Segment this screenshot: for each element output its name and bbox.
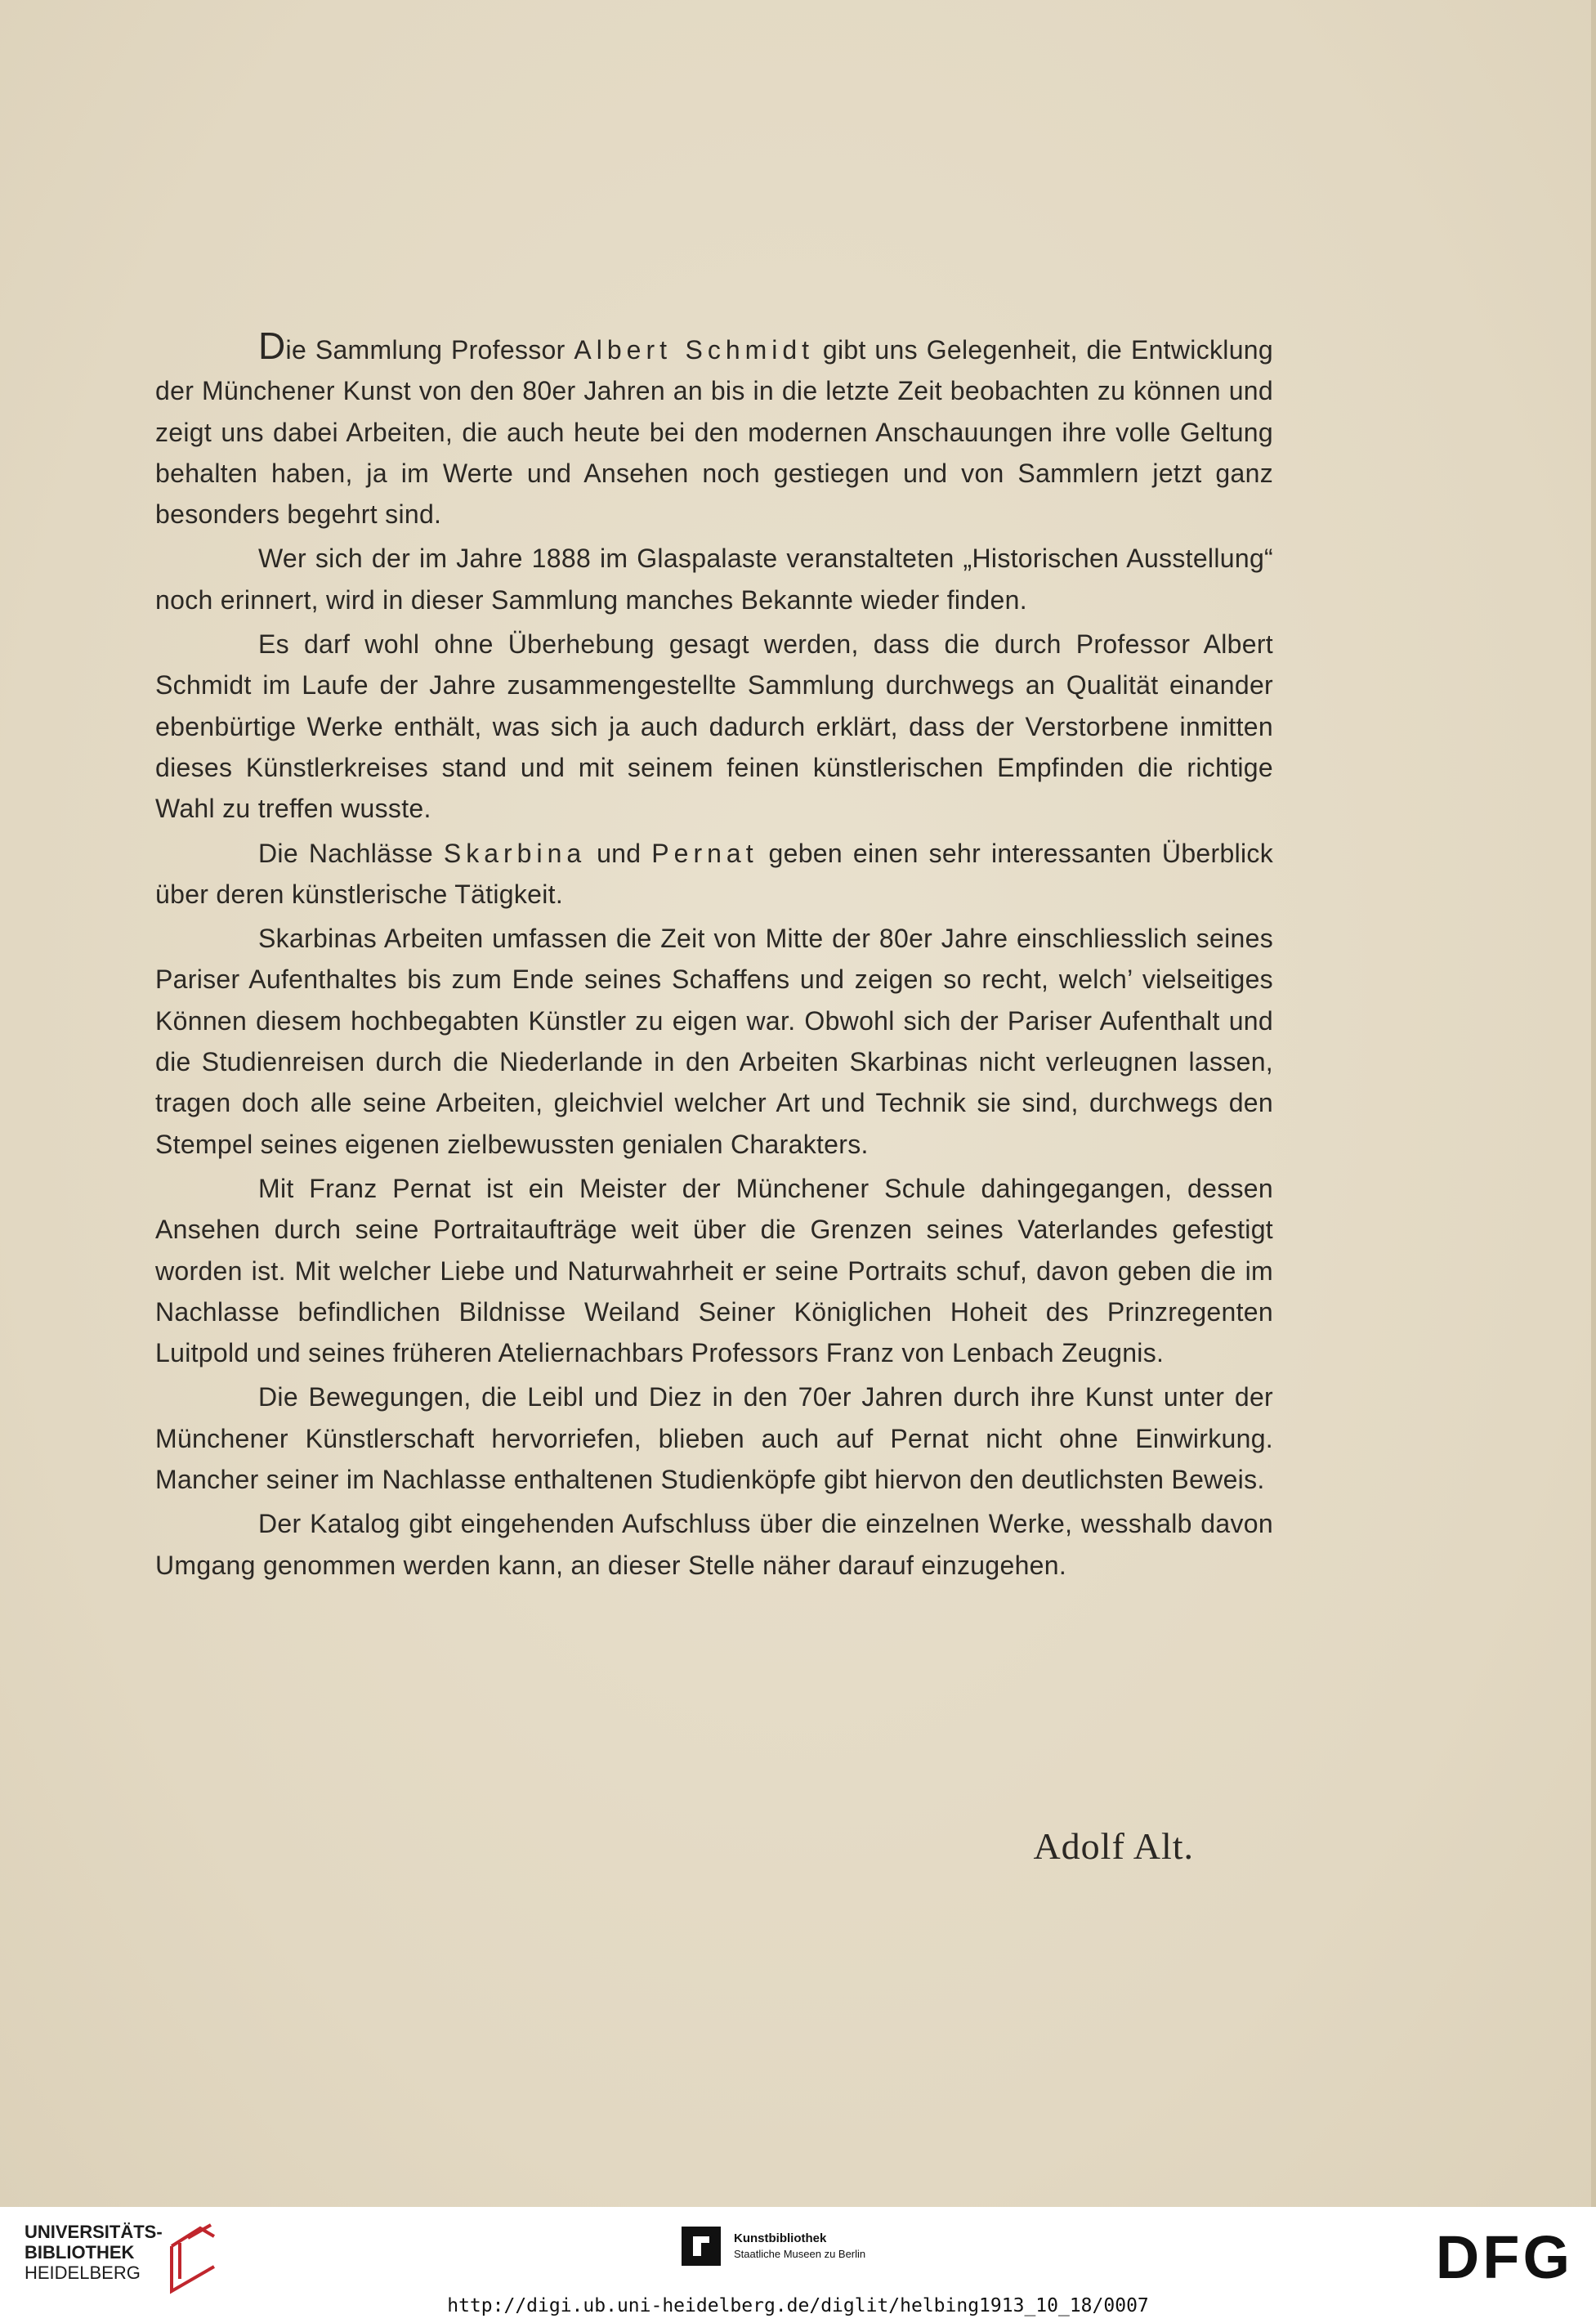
paragraph-text: Wer sich der im Jahre 1888 im Glaspalaste veranstalteten „Historischen Ausstellung“ noch erinnert, wird in dieser Sammlung manches Bekannte wieder finden. [155, 544, 1273, 615]
paragraph-text: Die Bewegungen, die Leibl und Diez in den 70er Jahren durch ihre Kunst unter der Münchener Künstlerschaft hervorriefen, blieben auch auf Pernat nicht ohne Einwirkung. Mancher seiner im Nachlasse enthaltenen Studienköpfe gibt hiervon den deutlichsten Beweis. [155, 1382, 1273, 1495]
ub-logo-line3: HEIDELBERG [25, 2263, 141, 2283]
ub-logo-line2: BIBLIOTHEK [25, 2242, 135, 2263]
paragraph-text: geben einen sehr interessanten Überblick über deren künstlerische Tätigkeit. [155, 838, 1273, 909]
paragraph [155, 325, 1273, 535]
page-edge [1591, 0, 1596, 2207]
paragraph [155, 624, 1273, 829]
drop-cap: D [258, 325, 286, 367]
signature: Adolf Alt. [1033, 1825, 1194, 1867]
ub-heidelberg-logo[interactable] [25, 2222, 163, 2283]
paragraph-text: Der Katalog gibt eingehenden Aufschluss über die einzelnen Werke, wesshalb davon Umgang genommen werden kann, an dieser Stelle näher darauf einzugehen. [155, 1509, 1273, 1580]
permalink-url[interactable]: http://digi.ub.uni-heidelberg.de/diglit/helbing1913_10_18/0007 [447, 2295, 1149, 2316]
paragraph-text: Skarbinas Arbeiten umfassen die Zeit von Mitte der 80er Jahre einschliesslich seines Pariser Aufenthaltes bis zum Ende seines Schaffens und zeigen so recht, welch’ vielseitiges Können diesem hochbegabten Künstler zu eigen war. Obwohl sich der Pariser Aufenthalt und die Studienreisen durch die Niederlande in den Arbeiten Skarbinas nicht verleugnen lassen, tragen doch alle seine Arbeiten, gleichviel welcher Art und Technik sie sind, durchwegs den Stempel seines eigenen zielbewussten genialen Charakters. [155, 924, 1273, 1159]
dfg-logo[interactable]: DFG [1435, 2223, 1573, 2291]
spaced-name: Albert Schmidt [574, 335, 815, 365]
spaced-name: Skarbina [443, 838, 587, 868]
kunstbibliothek-logo-icon [682, 2227, 721, 2266]
kunstbibliothek-title: Kunstbibliothek [734, 2231, 827, 2245]
paragraph [155, 1376, 1273, 1500]
paragraph [155, 538, 1273, 620]
spaced-name: Pernat [651, 838, 758, 868]
ub-logo-line1: UNIVERSITÄTS- [25, 2222, 163, 2242]
ub-heidelberg-mark-icon [163, 2222, 221, 2295]
kunstbibliothek-subtitle: Staatliche Museen zu Berlin [734, 2248, 866, 2260]
kunstbibliothek-logo[interactable] [682, 2227, 865, 2266]
paragraph-text: ie Sammlung Professor [285, 335, 574, 365]
paragraph [155, 1503, 1273, 1586]
body-text [155, 325, 1273, 1589]
paragraph-text: gibt uns Gelegenheit, die Entwicklung der Münchener Kunst von den 80er Jahren an bis in die letzte Zeit beobachten zu können und zeigt uns dabei Arbeiten, die auch heute bei den modernen Anschauungen ihre volle Geltung behalten haben, ja im Werte und Ansehen noch gestiegen und von Sammlern jetzt ganz besonders begehrt sind. [155, 335, 1273, 530]
paragraph-text: Die Nachlässe [258, 838, 444, 868]
paragraph-text: Es darf wohl ohne Überhebung gesagt werden, dass die durch Professor Albert Schmidt im Laufe der Jahre zusammengestellte Sammlung durchwegs an Qualität einander ebenbürtige Werke enthält, was sich ja auch dadurch erklärt, dass der Verstorbene inmitten dieses Künstlerkreises stand und mit seinem feinen künstlerischen Empfinden die richtige Wahl zu treffen wusste. [155, 629, 1273, 824]
paragraph [155, 833, 1273, 915]
paragraph-text: Mit Franz Pernat ist ein Meister der Münchener Schule dahingegangen, dessen Ansehen durch seine Portraitaufträge weit über die Grenzen seines Vaterlandes gefestigt worden ist. Mit welcher Liebe und Naturwahrheit er seine Portraits schuf, davon geben die im Nachlasse befindlichen Bildnisse Weiland Seiner Königlichen Hoheit des Prinzregenten Luitpold und seines früheren Ateliernachbars Professors Franz von Lenbach Zeugnis. [155, 1173, 1273, 1368]
paragraph [155, 918, 1273, 1165]
paragraph-text: und [586, 838, 652, 868]
paragraph [155, 1168, 1273, 1373]
